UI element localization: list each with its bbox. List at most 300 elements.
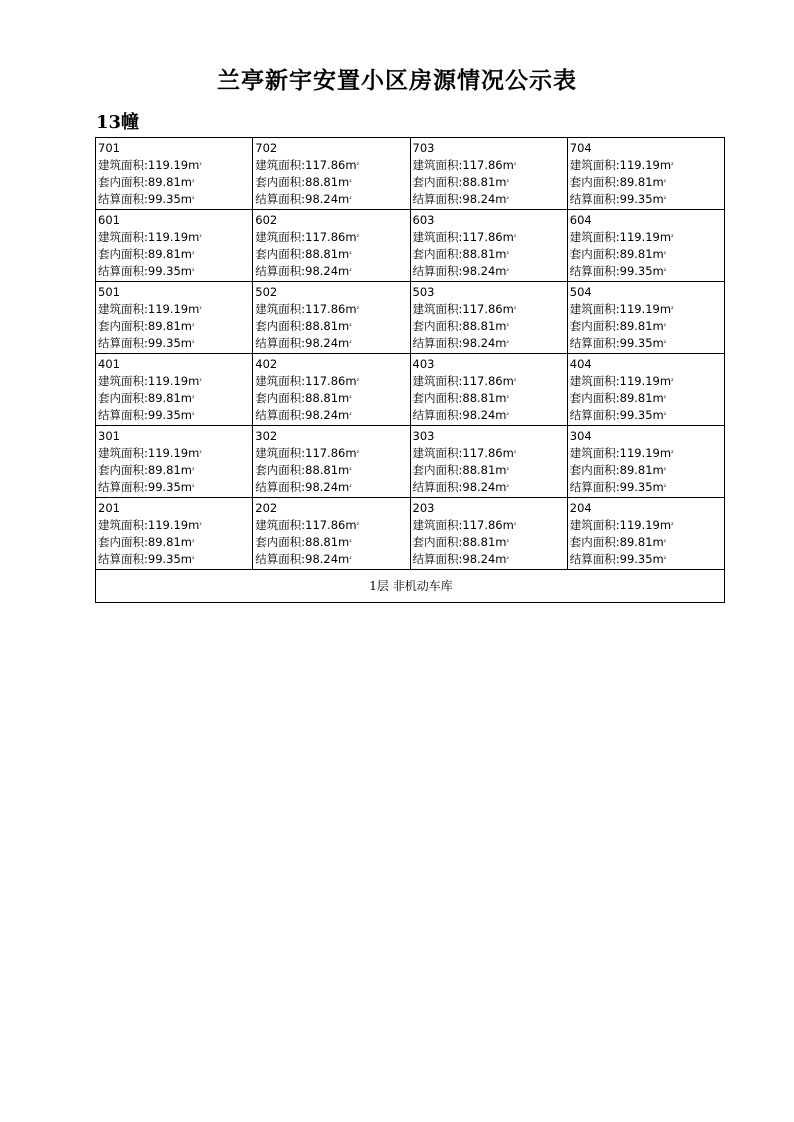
settle-area: [255, 407, 409, 424]
unit-cell: [96, 210, 253, 282]
built-area: [413, 229, 567, 246]
inner-area: [570, 318, 724, 335]
settle-area: [255, 479, 409, 496]
unit-number: [413, 428, 567, 445]
inner-area-text: 套内面积:88.81m: [255, 535, 350, 549]
settle-area: [570, 191, 724, 208]
square-superscript: ²: [671, 234, 674, 241]
inner-area: [570, 174, 724, 191]
square-superscript: ²: [663, 196, 667, 203]
unit-number: [413, 284, 567, 301]
settle-area: [413, 551, 567, 568]
built-area-text: 建筑面积:119.19m: [98, 374, 200, 388]
built-area-text: 建筑面积:117.86m: [412, 446, 514, 460]
settle-area-text: 结算面积:98.24m: [412, 552, 507, 566]
unit-cell: [410, 138, 567, 210]
unit-cell: [567, 426, 724, 498]
unit-number-text: 504: [569, 285, 592, 299]
built-area-text: 建筑面积:117.86m: [255, 446, 357, 460]
settle-area: [570, 335, 724, 352]
square-superscript: ²: [192, 323, 195, 330]
square-superscript: ²: [199, 234, 202, 241]
built-area-text: 建筑面积:117.86m: [412, 158, 514, 172]
square-superscript: ²: [506, 323, 509, 330]
floor-row: [96, 138, 725, 210]
square-superscript: ²: [199, 450, 202, 457]
unit-number-text: 704: [569, 141, 592, 155]
built-area: [255, 301, 409, 318]
built-area: [570, 373, 724, 390]
unit-number: [413, 212, 567, 229]
unit-number-text: 703: [412, 141, 435, 155]
square-superscript: ²: [663, 484, 667, 491]
inner-area-text: 套内面积:89.81m: [569, 175, 664, 189]
inner-area-text: 套内面积:89.81m: [98, 247, 192, 261]
inner-area-text: 套内面积:89.81m: [569, 463, 664, 477]
settle-area: [570, 263, 724, 280]
square-superscript: ²: [663, 556, 667, 563]
square-superscript: ²: [192, 412, 195, 419]
unit-number: [570, 212, 724, 229]
inner-area-text: 套内面积:88.81m: [255, 175, 350, 189]
settle-area-text: 结算面积:98.24m: [255, 192, 350, 206]
built-area: [413, 373, 567, 390]
unit-number: [413, 356, 567, 373]
unit-cell: [96, 498, 253, 570]
settle-area: [255, 191, 409, 208]
square-superscript: ²: [671, 450, 674, 457]
built-area: [255, 445, 409, 462]
square-superscript: ²: [663, 412, 667, 419]
unit-number: [570, 356, 724, 373]
square-superscript: ²: [513, 306, 517, 313]
inner-area-text: 套内面积:88.81m: [412, 463, 507, 477]
settle-area: [98, 335, 252, 352]
floor-row: [96, 426, 725, 498]
building-label: 13幢: [96, 112, 140, 133]
settle-area-text: 结算面积:99.35m: [569, 408, 664, 422]
unit-number: [255, 284, 409, 301]
square-superscript: ²: [356, 450, 359, 457]
unit-number: [413, 500, 567, 517]
inner-area: [98, 462, 252, 479]
settle-area-text: 结算面积:98.24m: [255, 264, 350, 278]
built-area-text: 建筑面积:119.19m: [569, 374, 672, 388]
unit-cell: [410, 426, 567, 498]
built-area: [255, 517, 409, 534]
square-superscript: ²: [663, 323, 667, 330]
built-area: [413, 157, 567, 174]
inner-area: [570, 462, 724, 479]
square-superscript: ²: [356, 234, 359, 241]
square-superscript: ²: [513, 162, 517, 169]
settle-area-text: 结算面积:99.35m: [98, 192, 192, 206]
unit-number-text: 203: [412, 501, 435, 515]
square-superscript: ²: [506, 179, 509, 186]
unit-cell: [96, 138, 253, 210]
square-superscript: ²: [506, 412, 509, 419]
built-area: [570, 517, 724, 534]
unit-number: [413, 140, 567, 157]
settle-area-text: 结算面积:99.35m: [569, 552, 664, 566]
built-area-text: 建筑面积:119.19m: [98, 518, 200, 532]
square-superscript: ²: [199, 306, 202, 313]
inner-area: [413, 390, 567, 407]
square-superscript: ²: [349, 539, 352, 546]
built-area-text: 建筑面积:117.86m: [255, 158, 357, 172]
square-superscript: ²: [506, 556, 509, 563]
square-superscript: ²: [349, 179, 352, 186]
settle-area: [413, 407, 567, 424]
square-superscript: ²: [349, 556, 352, 563]
square-superscript: ²: [192, 179, 195, 186]
square-superscript: ²: [356, 522, 359, 529]
unit-number-text: 202: [255, 501, 278, 515]
unit-number-text: 403: [412, 357, 435, 371]
settle-area: [413, 335, 567, 352]
square-superscript: ²: [663, 467, 667, 474]
settle-area-text: 结算面积:99.35m: [98, 264, 192, 278]
inner-area-text: 套内面积:89.81m: [98, 535, 192, 549]
square-superscript: ²: [349, 268, 352, 275]
square-superscript: ²: [192, 539, 195, 546]
inner-area-text: 套内面积:88.81m: [412, 535, 507, 549]
built-area-text: 建筑面积:117.86m: [412, 374, 514, 388]
unit-number: [255, 356, 409, 373]
settle-area-text: 结算面积:98.24m: [412, 192, 507, 206]
settle-area-text: 结算面积:99.35m: [569, 264, 664, 278]
ground-floor-row: [96, 570, 725, 603]
inner-area: [255, 390, 409, 407]
unit-number-text: 502: [255, 285, 278, 299]
inner-area: [570, 534, 724, 551]
square-superscript: ²: [663, 179, 667, 186]
built-area: [570, 157, 724, 174]
square-superscript: ²: [663, 268, 667, 275]
inner-area: [255, 174, 409, 191]
settle-area: [98, 263, 252, 280]
square-superscript: ²: [349, 467, 352, 474]
page-title: 兰亭新宇安置小区房源情况公示表: [217, 67, 577, 94]
unit-number-text: 201: [98, 501, 120, 515]
square-superscript: ²: [663, 251, 667, 258]
square-superscript: ²: [663, 539, 667, 546]
settle-area-text: 结算面积:98.24m: [412, 408, 507, 422]
square-superscript: ²: [506, 484, 509, 491]
inner-area-text: 套内面积:88.81m: [412, 175, 507, 189]
inner-area-text: 套内面积:89.81m: [98, 319, 192, 333]
unit-number: [570, 428, 724, 445]
settle-area: [98, 551, 252, 568]
unit-number: [98, 140, 252, 157]
unit-number: [98, 284, 252, 301]
unit-number-text: 404: [569, 357, 592, 371]
unit-cell: [253, 354, 410, 426]
unit-cell: [410, 354, 567, 426]
square-superscript: ²: [663, 395, 667, 402]
square-superscript: ²: [192, 196, 195, 203]
built-area: [570, 445, 724, 462]
inner-area-text: 套内面积:88.81m: [412, 391, 507, 405]
built-area: [255, 373, 409, 390]
unit-number: [98, 356, 252, 373]
unit-number: [98, 428, 252, 445]
settle-area-text: 结算面积:98.24m: [412, 480, 507, 494]
square-superscript: ²: [671, 378, 674, 385]
floor-row: [96, 210, 725, 282]
built-area-text: 建筑面积:117.86m: [412, 230, 514, 244]
built-area: [98, 157, 252, 174]
inner-area-text: 套内面积:88.81m: [412, 247, 507, 261]
settle-area-text: 结算面积:99.35m: [98, 336, 192, 350]
settle-area: [98, 407, 252, 424]
ground-floor-cell: 1层 非机动车库: [96, 570, 725, 603]
unit-cell: [96, 426, 253, 498]
square-superscript: ²: [192, 340, 195, 347]
built-area-text: 建筑面积:117.86m: [255, 374, 357, 388]
settle-area-text: 结算面积:99.35m: [98, 408, 192, 422]
inner-area-text: 套内面积:88.81m: [255, 463, 350, 477]
inner-area-text: 套内面积:89.81m: [98, 463, 192, 477]
square-superscript: ²: [349, 251, 352, 258]
unit-number-text: 303: [412, 429, 435, 443]
square-superscript: ²: [506, 268, 509, 275]
unit-cell: [567, 354, 724, 426]
square-superscript: ²: [671, 522, 674, 529]
unit-cell: [96, 282, 253, 354]
unit-cell: [410, 282, 567, 354]
square-superscript: ²: [506, 395, 509, 402]
settle-area: [98, 191, 252, 208]
unit-number-text: 402: [255, 357, 278, 371]
built-area: [570, 301, 724, 318]
unit-number-text: 204: [569, 501, 592, 515]
inner-area: [98, 390, 252, 407]
square-superscript: ²: [506, 340, 509, 347]
unit-number: [570, 140, 724, 157]
unit-cell: [410, 498, 567, 570]
built-area: [98, 373, 252, 390]
built-area-text: 建筑面积:117.86m: [412, 518, 514, 532]
settle-area-text: 结算面积:99.35m: [569, 192, 664, 206]
settle-area-text: 结算面积:99.35m: [569, 480, 664, 494]
unit-cell: [253, 210, 410, 282]
inner-area: [413, 246, 567, 263]
built-area-text: 建筑面积:119.19m: [569, 158, 672, 172]
unit-cell: [567, 138, 724, 210]
square-superscript: ²: [513, 450, 517, 457]
built-area-text: 建筑面积:119.19m: [569, 230, 672, 244]
settle-area: [255, 263, 409, 280]
square-superscript: ²: [663, 340, 667, 347]
square-superscript: ²: [192, 484, 195, 491]
unit-cell: [567, 210, 724, 282]
floor-row: [96, 354, 725, 426]
inner-area: [255, 246, 409, 263]
inner-area: [98, 174, 252, 191]
built-area-text: 建筑面积:119.19m: [569, 518, 672, 532]
square-superscript: ²: [506, 196, 509, 203]
built-area-text: 建筑面积:119.19m: [98, 158, 200, 172]
square-superscript: ²: [349, 395, 352, 402]
built-area: [98, 301, 252, 318]
built-area: [570, 229, 724, 246]
settle-area-text: 结算面积:99.35m: [569, 336, 664, 350]
square-superscript: ²: [199, 378, 202, 385]
settle-area: [570, 407, 724, 424]
floor-row: [96, 282, 725, 354]
square-superscript: ²: [199, 522, 202, 529]
built-area: [413, 301, 567, 318]
square-superscript: ²: [356, 306, 359, 313]
square-superscript: ²: [349, 196, 352, 203]
square-superscript: ²: [506, 467, 509, 474]
unit-cell: [253, 426, 410, 498]
inner-area: [413, 174, 567, 191]
built-area-text: 建筑面积:117.86m: [255, 230, 357, 244]
unit-cell: [253, 138, 410, 210]
settle-area-text: 结算面积:99.35m: [98, 480, 192, 494]
unit-number: [570, 284, 724, 301]
inner-area: [570, 246, 724, 263]
unit-number-text: 302: [255, 429, 278, 443]
built-area: [98, 517, 252, 534]
inner-area-text: 套内面积:89.81m: [569, 535, 664, 549]
built-area: [98, 445, 252, 462]
built-area-text: 建筑面积:117.86m: [412, 302, 514, 316]
settle-area-text: 结算面积:98.24m: [255, 336, 350, 350]
built-area: [413, 445, 567, 462]
built-area-text: 建筑面积:117.86m: [255, 518, 357, 532]
inner-area: [570, 390, 724, 407]
floor-row: [96, 498, 725, 570]
square-superscript: ²: [192, 251, 195, 258]
built-area: [255, 229, 409, 246]
inner-area: [413, 534, 567, 551]
square-superscript: ²: [192, 467, 195, 474]
unit-cell: [253, 282, 410, 354]
inner-area-text: 套内面积:88.81m: [255, 247, 350, 261]
inner-area-text: 套内面积:89.81m: [569, 247, 664, 261]
unit-number-text: 604: [569, 213, 592, 227]
settle-area-text: 结算面积:98.24m: [255, 408, 350, 422]
square-superscript: ²: [671, 162, 674, 169]
unit-cell: [567, 498, 724, 570]
square-superscript: ²: [349, 484, 352, 491]
square-superscript: ²: [513, 522, 517, 529]
square-superscript: ²: [356, 162, 359, 169]
settle-area: [413, 191, 567, 208]
settle-area-text: 结算面积:98.24m: [255, 552, 350, 566]
built-area: [413, 517, 567, 534]
unit-number-text: 304: [569, 429, 592, 443]
inner-area: [255, 318, 409, 335]
square-superscript: ²: [192, 395, 195, 402]
unit-number: [98, 212, 252, 229]
unit-number: [255, 212, 409, 229]
settle-area-text: 结算面积:99.35m: [98, 552, 192, 566]
settle-area: [570, 551, 724, 568]
square-superscript: ²: [513, 234, 517, 241]
inner-area: [98, 246, 252, 263]
settle-area: [413, 263, 567, 280]
unit-number-text: 603: [412, 213, 435, 227]
inner-area-text: 套内面积:89.81m: [569, 319, 664, 333]
unit-number: [570, 500, 724, 517]
built-area-text: 建筑面积:119.19m: [569, 302, 672, 316]
unit-number: [255, 140, 409, 157]
settle-area-text: 结算面积:98.24m: [412, 336, 507, 350]
square-superscript: ²: [349, 323, 352, 330]
unit-cell: [567, 282, 724, 354]
inner-area-text: 套内面积:88.81m: [255, 319, 350, 333]
inner-area: [98, 318, 252, 335]
square-superscript: ²: [192, 556, 195, 563]
unit-number-text: 501: [98, 285, 120, 299]
square-superscript: ²: [349, 412, 352, 419]
inner-area-text: 套内面积:89.81m: [98, 391, 192, 405]
unit-table: [95, 137, 725, 603]
inner-area-text: 套内面积:89.81m: [98, 175, 192, 189]
unit-number: [98, 500, 252, 517]
unit-number-text: 702: [255, 141, 278, 155]
unit-table-body: [96, 138, 725, 603]
built-area-text: 建筑面积:119.19m: [98, 302, 200, 316]
square-superscript: ²: [356, 378, 359, 385]
square-superscript: ²: [192, 268, 195, 275]
unit-cell: [96, 354, 253, 426]
unit-cell: [410, 210, 567, 282]
unit-number: [255, 500, 409, 517]
inner-area: [413, 318, 567, 335]
settle-area-text: 结算面积:98.24m: [412, 264, 507, 278]
built-area-text: 建筑面积:119.19m: [98, 446, 200, 460]
built-area-text: 建筑面积:117.86m: [255, 302, 357, 316]
square-superscript: ²: [506, 539, 509, 546]
unit-number-text: 503: [412, 285, 435, 299]
unit-number: [255, 428, 409, 445]
built-area: [98, 229, 252, 246]
square-superscript: ²: [349, 340, 352, 347]
settle-area: [98, 479, 252, 496]
built-area-text: 建筑面积:119.19m: [98, 230, 200, 244]
inner-area-text: 套内面积:88.81m: [412, 319, 507, 333]
unit-cell: [253, 498, 410, 570]
settle-area: [255, 551, 409, 568]
settle-area: [570, 479, 724, 496]
built-area-text: 建筑面积:119.19m: [569, 446, 672, 460]
square-superscript: ²: [199, 162, 202, 169]
inner-area: [255, 462, 409, 479]
settle-area-text: 结算面积:98.24m: [255, 480, 350, 494]
square-superscript: ²: [671, 306, 674, 313]
settle-area: [413, 479, 567, 496]
built-area: [255, 157, 409, 174]
inner-area-text: 套内面积:89.81m: [569, 391, 664, 405]
unit-number-text: 601: [98, 213, 120, 227]
square-superscript: ²: [506, 251, 509, 258]
unit-number-text: 701: [98, 141, 120, 155]
inner-area: [255, 534, 409, 551]
inner-area-text: 套内面积:88.81m: [255, 391, 350, 405]
inner-area: [413, 462, 567, 479]
inner-area: [98, 534, 252, 551]
settle-area: [255, 335, 409, 352]
square-superscript: ²: [513, 378, 517, 385]
unit-number-text: 401: [98, 357, 120, 371]
unit-number-text: 602: [255, 213, 278, 227]
unit-number-text: 301: [98, 429, 120, 443]
